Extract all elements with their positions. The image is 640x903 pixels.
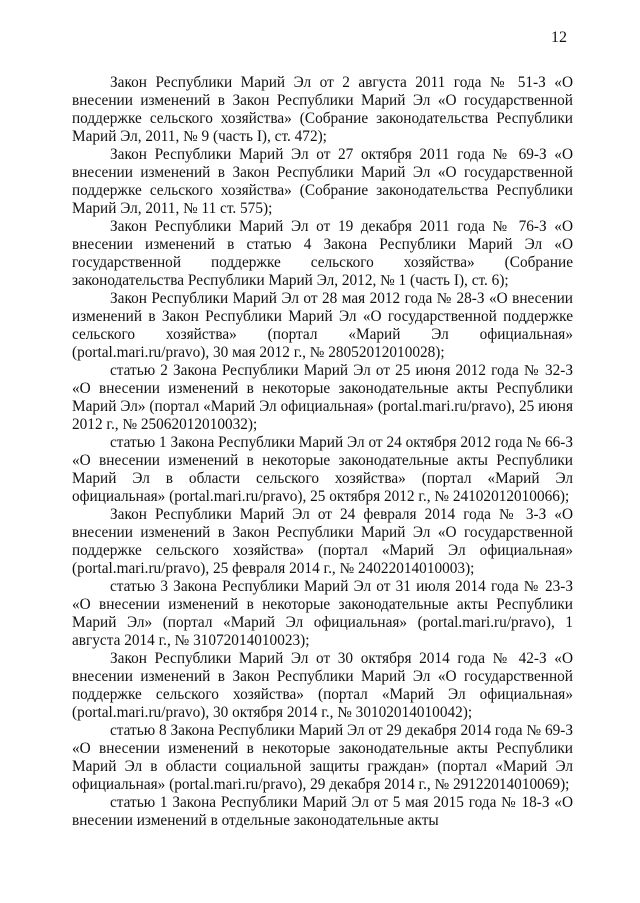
amendment-paragraph: Закон Республики Марий Эл от 27 октября 2011 года № 69-З «О внесении изменений в Закон Республики Марий Эл «О государственной поддержке сельского хозяйства» (Собрание законодательства Республики Марий Эл, 2011, № 11 ст. 575); — [72, 146, 573, 217]
amendment-paragraph: Закон Республики Марий Эл от 28 мая 2012 года № 28-З «О внесении изменений в Закон Республики Марий Эл «О государственной поддержке сельского хозяйства» (портал «Марий Эл официальная» (portal.mari.ru/pravo), 30 мая 2012 г., № 28052012010028); — [72, 290, 573, 361]
page-number: 12 — [551, 29, 567, 46]
amendment-paragraph: статью 3 Закона Республики Марий Эл от 31 июля 2014 года № 23-З «О внесении изменений в некоторые законодательные акты Республики Марий Эл» (портал «Марий Эл официальная» (portal.mari.ru/pravo), 1 августа 2014 г., № 31072014010023); — [72, 578, 573, 649]
amendment-paragraph: Закон Республики Марий Эл от 24 февраля 2014 года № 3-З «О внесении изменений в Закон Республики Марий Эл «О государственной поддержке сельского хозяйства» (портал «Марий Эл официальная» (portal.mari.ru/pravo), 25 февраля 2014 г., № 24022014010003); — [72, 506, 573, 577]
amendment-paragraph: статью 8 Закона Республики Марий Эл от 29 декабря 2014 года № 69-З «О внесении изменений в некоторые законодательные акты Республики Марий Эл в области социальной защиты граждан» (портал «Марий Эл официальная» (portal.mari.ru/pravo), 29 декабря 2014 г., № 29122014010069); — [72, 722, 573, 793]
amendment-paragraph: статью 1 Закона Республики Марий Эл от 24 октября 2012 года № 66-З «О внесении изменений в некоторые законодательные акты Республики Марий Эл в области сельского хозяйства» (портал «Марий Эл официальная» (portal.mari.ru/pravo), 25 октября 2012 г., № 24102012010066); — [72, 434, 573, 505]
amendment-paragraph: статью 2 Закона Республики Марий Эл от 25 июня 2012 года № 32-З «О внесении изменений в некоторые законодательные акты Республики Марий Эл» (портал «Марий Эл официальная» (portal.mari.ru/pravo), 25 июня 2012 г., № 25062012010032); — [72, 362, 573, 433]
amendment-paragraph: Закон Республики Марий Эл от 30 октября 2014 года № 42-З «О внесении изменений в Закон Республики Марий Эл «О государственной поддержке сельского хозяйства» (портал «Марий Эл официальная» (portal.mari.ru/pravo), 30 октября 2014 г., № 30102014010042); — [72, 650, 573, 721]
document-body — [72, 74, 573, 830]
amendment-paragraph: Закон Республики Марий Эл от 2 августа 2011 года № 51-З «О внесении изменений в Закон Республики Марий Эл «О государственной поддержке сельского хозяйства» (Собрание законодательства Республики Марий Эл, 2011, № 9 (часть I), ст. 472); — [72, 74, 573, 145]
amendment-paragraph: статью 1 Закона Республики Марий Эл от 5 мая 2015 года № 18-З «О внесении изменений в отдельные законодательные акты — [72, 794, 573, 829]
amendment-paragraph: Закон Республики Марий Эл от 19 декабря 2011 года № 76-З «О внесении изменений в статью 4 Закона Республики Марий Эл «О государственной поддержке сельского хозяйства» (Собрание законодательства Республики Марий Эл, 2012, № 1 (часть I), ст. 6); — [72, 218, 573, 289]
